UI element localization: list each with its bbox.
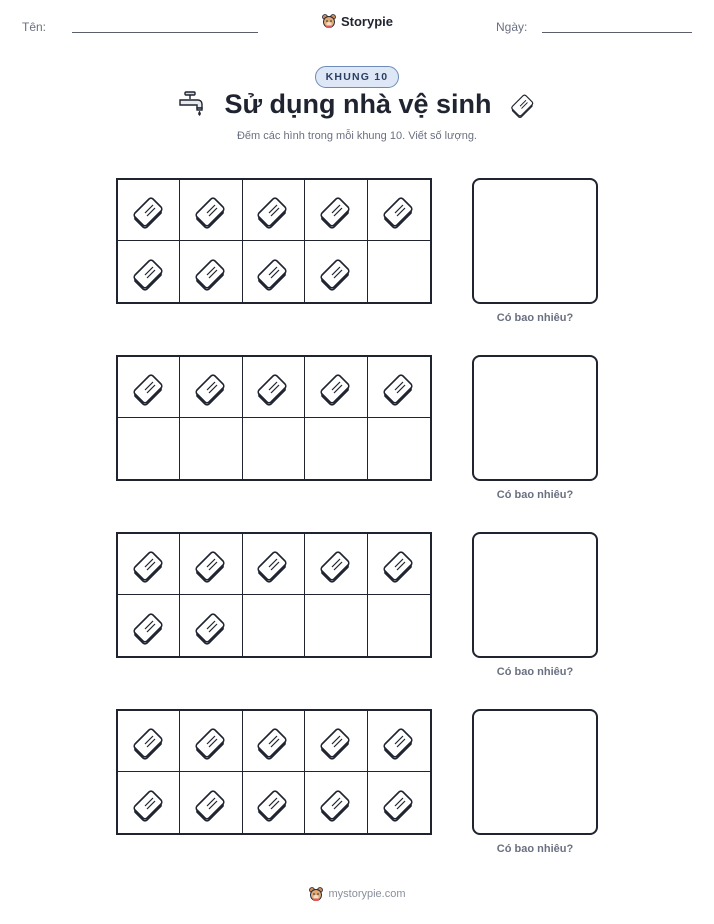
soap-bar-icon (379, 544, 419, 584)
ten-frame-cell (243, 241, 305, 302)
ten-frame-cell (243, 180, 305, 241)
soap-bar-icon (129, 367, 169, 407)
ten-frame-cell (305, 180, 367, 241)
ten-frame-cell (118, 357, 180, 418)
soap-bar-icon (379, 783, 419, 823)
soap-bar-icon (191, 190, 231, 230)
soap-bar-icon (129, 606, 169, 646)
soap-bar-icon (129, 252, 169, 292)
name-line[interactable] (72, 32, 258, 33)
soap-bar-icon (191, 544, 231, 584)
question-label: Có bao nhiêu? (496, 312, 574, 324)
instructions: Đếm các hình trong mỗi khung 10. Viết số lượng. (236, 130, 477, 142)
soap-bar-icon (379, 367, 419, 407)
question-label: Có bao nhiêu? (496, 666, 574, 678)
ten-frame-cell (305, 772, 367, 833)
ten-frame-cell (243, 711, 305, 772)
soap-bar-icon (253, 190, 293, 230)
ten-frame-cell (368, 772, 430, 833)
ten-frame-cell (305, 711, 367, 772)
date-label: Ngày: (496, 20, 528, 34)
ten-frame-cell (243, 357, 305, 418)
bear-mascot-icon (321, 13, 337, 29)
ten-frame-cell (243, 418, 305, 479)
name-label: Tên: (22, 20, 47, 34)
ten-frame-cell (118, 772, 180, 833)
soap-bar-icon (191, 606, 231, 646)
soap-bar-icon (316, 190, 356, 230)
ten-frame-cell (118, 711, 180, 772)
soap-bar-icon (253, 544, 293, 584)
answer-box[interactable] (472, 355, 598, 481)
ten-frame-cell (180, 534, 242, 595)
ten-frame-cell (118, 241, 180, 302)
soap-bar-icon (129, 783, 169, 823)
ten-frame-cell (368, 534, 430, 595)
ten-frame-cell (118, 418, 180, 479)
brand-logo (0, 13, 714, 29)
soap-bar-icon (191, 367, 231, 407)
question-label: Có bao nhiêu? (496, 843, 574, 855)
faucet-icon (176, 88, 208, 120)
soap-bar-icon (253, 783, 293, 823)
soap-bar-icon (253, 721, 293, 761)
soap-bar-icon (191, 721, 231, 761)
worksheet-badge: KHUNG 10 (315, 66, 400, 88)
ten-frame-cell (368, 711, 430, 772)
ten-frame-cell (368, 180, 430, 241)
ten-frame (116, 532, 432, 658)
soap-bar-icon (316, 721, 356, 761)
soap-bar-icon (191, 783, 231, 823)
ten-frame-cell (305, 418, 367, 479)
soap-bar-icon (316, 544, 356, 584)
ten-frame-cell (243, 534, 305, 595)
soap-bar-icon (316, 252, 356, 292)
ten-frame-cell (180, 241, 242, 302)
soap-bar-icon (129, 544, 169, 584)
answer-box[interactable] (472, 178, 598, 304)
ten-frame-cell (180, 595, 242, 656)
soap-bar-icon (253, 367, 293, 407)
ten-frame-cell (368, 595, 430, 656)
soap-bar-icon (129, 190, 169, 230)
ten-frame-cell (180, 772, 242, 833)
ten-frame-cell (118, 534, 180, 595)
soap-bar-icon (379, 190, 419, 230)
ten-frame-cell (305, 534, 367, 595)
soap-bar-icon (129, 721, 169, 761)
ten-frame-cell (243, 595, 305, 656)
ten-frame-cell (368, 241, 430, 302)
ten-frame-cell (180, 357, 242, 418)
question-label: Có bao nhiêu? (496, 489, 574, 501)
ten-frame (116, 178, 432, 304)
ten-frame-cell (180, 180, 242, 241)
soap-bar-icon (316, 783, 356, 823)
soap-bar-icon (191, 252, 231, 292)
ten-frame-cell (118, 595, 180, 656)
ten-frame (116, 709, 432, 835)
ten-frame-cell (118, 180, 180, 241)
ten-frame (116, 355, 432, 481)
date-line[interactable] (542, 32, 692, 33)
answer-box[interactable] (472, 532, 598, 658)
ten-frame-cell (180, 711, 242, 772)
ten-frame-cell (305, 595, 367, 656)
soap-bar-icon (316, 367, 356, 407)
soap-bar-icon (253, 252, 293, 292)
ten-frame-cell (368, 357, 430, 418)
footer (0, 886, 714, 902)
answer-box[interactable] (472, 709, 598, 835)
page-title: Sử dụng nhà vệ sinh (224, 88, 492, 119)
soap-bar-icon (508, 89, 538, 119)
ten-frame-cell (305, 357, 367, 418)
ten-frame-cell (368, 418, 430, 479)
footer-url[interactable]: mystorypie.com (328, 888, 406, 900)
ten-frame-cell (305, 241, 367, 302)
brand-name: Storypie (340, 13, 393, 29)
soap-bar-icon (379, 721, 419, 761)
bear-mascot-icon (308, 886, 324, 902)
ten-frame-cell (243, 772, 305, 833)
ten-frame-cell (180, 418, 242, 479)
